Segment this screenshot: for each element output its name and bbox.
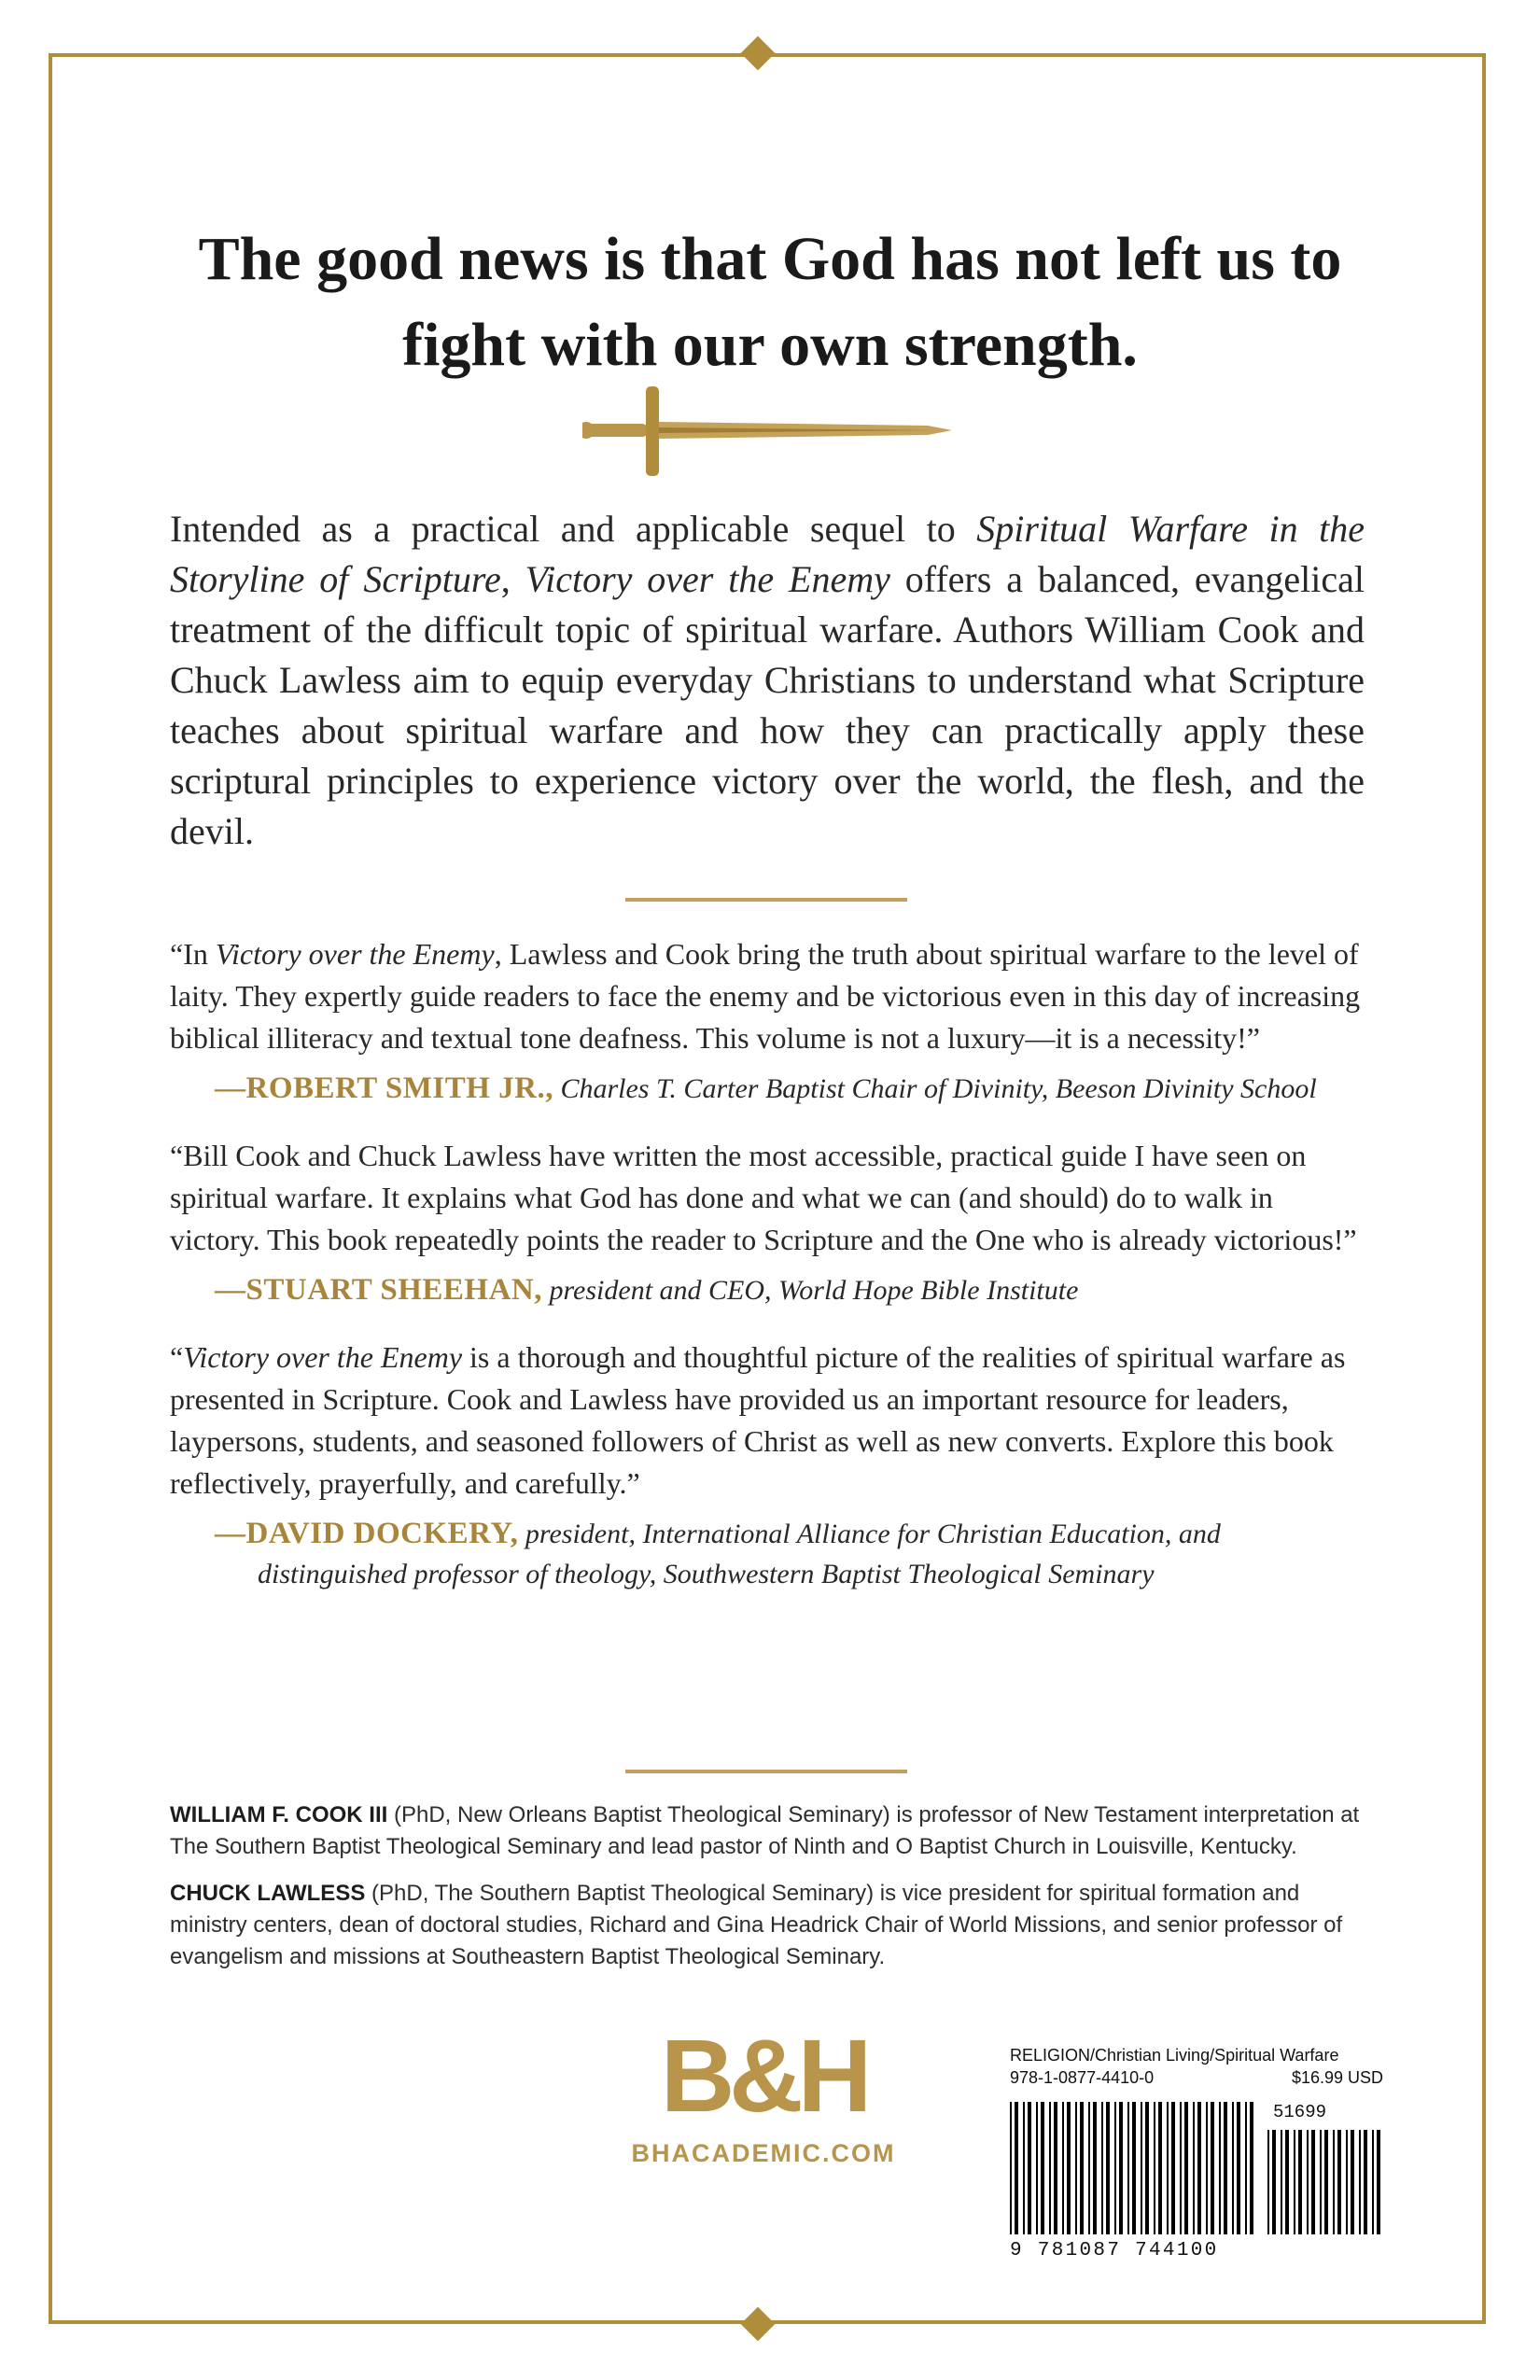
barcode-bar [1041,2102,1044,2234]
barcode-bar [1224,2102,1227,2234]
barcode-bar [1311,2130,1315,2234]
barcode-bar [1351,2130,1354,2234]
barcode-bar [1267,2130,1269,2234]
author-bio: CHUCK LAWLESS (PhD, The Southern Baptist Theological Seminary) is vice president for spiritual formation and ministry centers, dean of doctoral studies, Richard and Gina Headrick Chair of World Missions, and senior professor of evangelism and missions at Southeastern Baptist Theological Seminary. [170,1881,1343,1969]
barcode-bar [1337,2130,1341,2234]
publisher-logo [623,2019,903,2168]
barcode-bar [1067,2102,1071,2234]
barcode-bar [1167,2102,1169,2234]
barcode-bar [1232,2102,1234,2234]
barcode-bar [1075,2102,1077,2234]
barcode-bar [1101,2102,1103,2234]
divider-rule-1 [625,898,907,902]
barcode-bar [1294,2130,1295,2234]
barcode-bar [1158,2102,1162,2234]
endorsement-attribution: —STUART SHEEHAN, president and CEO, World Hope Bible Institute [215,1273,1079,1307]
barcode-bar [1132,2102,1136,2234]
barcode-bar [1359,2130,1361,2234]
barcode-bar [1307,2130,1309,2234]
barcode-bar [1245,2102,1247,2234]
barcode-bar [1049,2102,1051,2234]
barcode-bar [1088,2102,1090,2234]
endorsements [170,933,1365,1620]
barcode-bar [1364,2130,1367,2234]
bisac-category: RELIGION/Christian Living/Spiritual Warfare [1010,2046,1339,2065]
endorsement-quote: “Victory over the Enemy is a thorough and thoughtful picture of the realities of spiritual warfare as presented in Scripture. Cook and Lawless have provided us an important resource for leaders, laypersons, students, and seasoned followers of Christ as well as new converts. Explore this book reflectively, prayerfully, and carefully.” [170,1340,1346,1500]
isbn-barcode [1010,2102,1258,2234]
barcode-bar [1154,2102,1155,2234]
barcode-bar [1015,2102,1018,2234]
barcode-bar [1114,2102,1116,2234]
price: $16.99 USD [1291,2068,1383,2087]
barcode-block [1010,2044,1383,2270]
barcode-bar [1028,2102,1031,2234]
barcode-bar [1171,2102,1175,2234]
endorsement-quote: “In Victory over the Enemy, Lawless and Cook bring the truth about spiritual warfare to the level of laity. They expertly guide readers to face the enemy and be victorious even in this day of increasing biblical illiteracy and textual tone deafness. This volume is not a luxury—it is a necessity!” [170,937,1361,1055]
barcode-bar [1054,2102,1057,2234]
barcode-bar [1320,2130,1322,2234]
isbn: 978-1-0877-4410-0 [1010,2068,1155,2087]
barcode-bar [1298,2130,1302,2234]
barcode-bar [1197,2102,1201,2234]
barcode-bar [1023,2102,1025,2234]
barcode-bar [1184,2102,1188,2234]
barcode-bar [1119,2102,1123,2234]
barcode-bar [1250,2102,1253,2234]
barcode-bar [1080,2102,1084,2234]
headline: The good news is that God has not left us to fight with our own strength. [198,225,1342,379]
price-addon-barcode [1267,2130,1383,2234]
barcode-bar [1010,2102,1012,2234]
barcode-bar [1211,2102,1214,2234]
barcode-bar [1093,2102,1097,2234]
barcode-bar [1333,2130,1335,2234]
barcode-bar [1281,2130,1282,2234]
barcode-bar [1372,2130,1374,2234]
addon-number: 51699 [1273,2102,1327,2122]
publisher-url: BHACADEMIC.COM [631,2139,896,2167]
sword-icon [582,385,956,478]
author-bios [170,1799,1365,1988]
barcode-bar [1062,2102,1064,2234]
barcode-bar [1141,2102,1142,2234]
barcode-bar [1272,2130,1276,2234]
barcode-bar [1377,2130,1380,2234]
endorsement-attribution: —DAVID DOCKERY, president, International Alliance for Christian Education, and distinguished professor of theology, Southwestern Baptist Theological Seminary [215,1517,1221,1589]
barcode-digits: 9 781087 744100 [1010,2240,1219,2261]
barcode-bar [1106,2102,1110,2234]
barcode-bar [1206,2102,1208,2234]
bh-logo-mark: B&H [660,2019,867,2134]
divider-rule-2 [625,1770,907,1773]
barcode-bar [1324,2130,1328,2234]
barcode-bar [1193,2102,1195,2234]
endorsement-quote: “Bill Cook and Chuck Lawless have written the most accessible, practical guide I have seen on spiritual warfare. It explains what God has done and what we can (and should) do to walk in victory. This book repeatedly points the reader to Scripture and the One who is already victorious!” [170,1139,1357,1256]
barcode-bar [1036,2102,1038,2234]
barcode-bar [1127,2102,1129,2234]
author-bio: WILLIAM F. COOK III (PhD, New Orleans Baptist Theological Seminary) is professor of New Testament interpretation at The Southern Baptist Theological Seminary and lead pastor of Ninth and O Baptist Church in Louisville, Kentucky. [170,1802,1360,1859]
barcode-bar [1346,2130,1348,2234]
barcode-bar [1219,2102,1221,2234]
barcode-bar [1285,2130,1289,2234]
endorsement-attribution: —ROBERT SMITH JR., Charles T. Carter Baptist Chair of Divinity, Beeson Divinity School [215,1071,1317,1105]
barcode-bar [1180,2102,1182,2234]
description: Intended as a practical and applicable sequel to Spiritual Warfare in the Storyline of Scripture, Victory over the Enemy offers a balanced, evangelical treatment of the difficult topic of spiritual warfare. Authors William Cook and Chuck Lawless aim to equip everyday Christians to understand what Scripture teaches about spiritual warfare and how they can practically apply these scriptural principles to experience victory over the world, the flesh, and the devil. [170,508,1365,852]
barcode-bar [1237,2102,1240,2234]
barcode-bar [1145,2102,1149,2234]
